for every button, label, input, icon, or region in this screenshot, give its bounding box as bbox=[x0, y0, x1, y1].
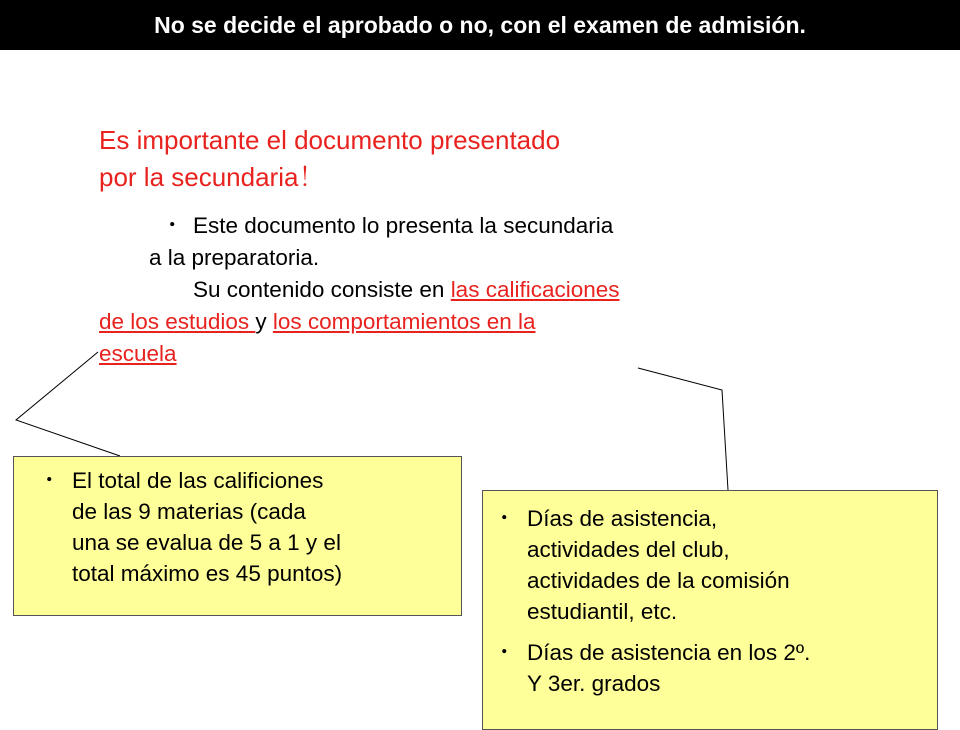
attendance-line-2: actividades del club, bbox=[527, 537, 730, 562]
grades-link: las calificaciones bbox=[450, 277, 620, 302]
grades-line-3: una se evalua de 5 a 1 y el bbox=[72, 530, 341, 555]
grades-attendance-item bbox=[493, 637, 937, 668]
heading-line-1: Es importante el documento presentado bbox=[99, 125, 561, 155]
body-line-2: a la preparatoria. bbox=[149, 245, 320, 270]
grades-attendance-line-1: Días de asistencia en los 2º. bbox=[527, 640, 811, 665]
bullet: ・ bbox=[493, 640, 516, 665]
attendance-item bbox=[493, 503, 937, 534]
grades-line-4: total máximo es 45 puntos) bbox=[72, 561, 343, 586]
bullet: ・ bbox=[493, 506, 516, 531]
behavior-callout-box bbox=[482, 490, 938, 730]
body-line-3-prefix: Su contenido consiste en bbox=[193, 277, 451, 302]
right-callout-line bbox=[638, 368, 728, 490]
left-callout-line bbox=[16, 352, 120, 456]
connector-y: y bbox=[255, 309, 273, 334]
attendance-line-1: Días de asistencia, bbox=[527, 506, 718, 531]
grades-item bbox=[38, 465, 461, 496]
behavior-link-cont: escuela bbox=[99, 341, 177, 366]
bullet: ・ bbox=[161, 213, 184, 238]
slide-title: No se decide el aprobado o no, con el examen de admisión. bbox=[154, 11, 806, 38]
bullet: ・ bbox=[38, 468, 61, 493]
grades-line-2: de las 9 materias (cada bbox=[72, 499, 306, 524]
grades-link-cont: de los estudios bbox=[99, 309, 256, 334]
attendance-line-4: estudiantil, etc. bbox=[527, 599, 678, 624]
heading-line-2: por la secundaria！ bbox=[99, 162, 325, 192]
body-line-1-text: Este documento lo presenta la secundaria bbox=[193, 213, 614, 238]
grades-line-1: El total de las calificiones bbox=[72, 468, 324, 493]
attendance-line-3: actividades de la comisión bbox=[527, 568, 790, 593]
behavior-link: los comportamientos en la bbox=[272, 309, 536, 334]
grades-callout-box bbox=[13, 456, 462, 616]
grades-attendance-line-2: Y 3er. grados bbox=[527, 671, 661, 696]
